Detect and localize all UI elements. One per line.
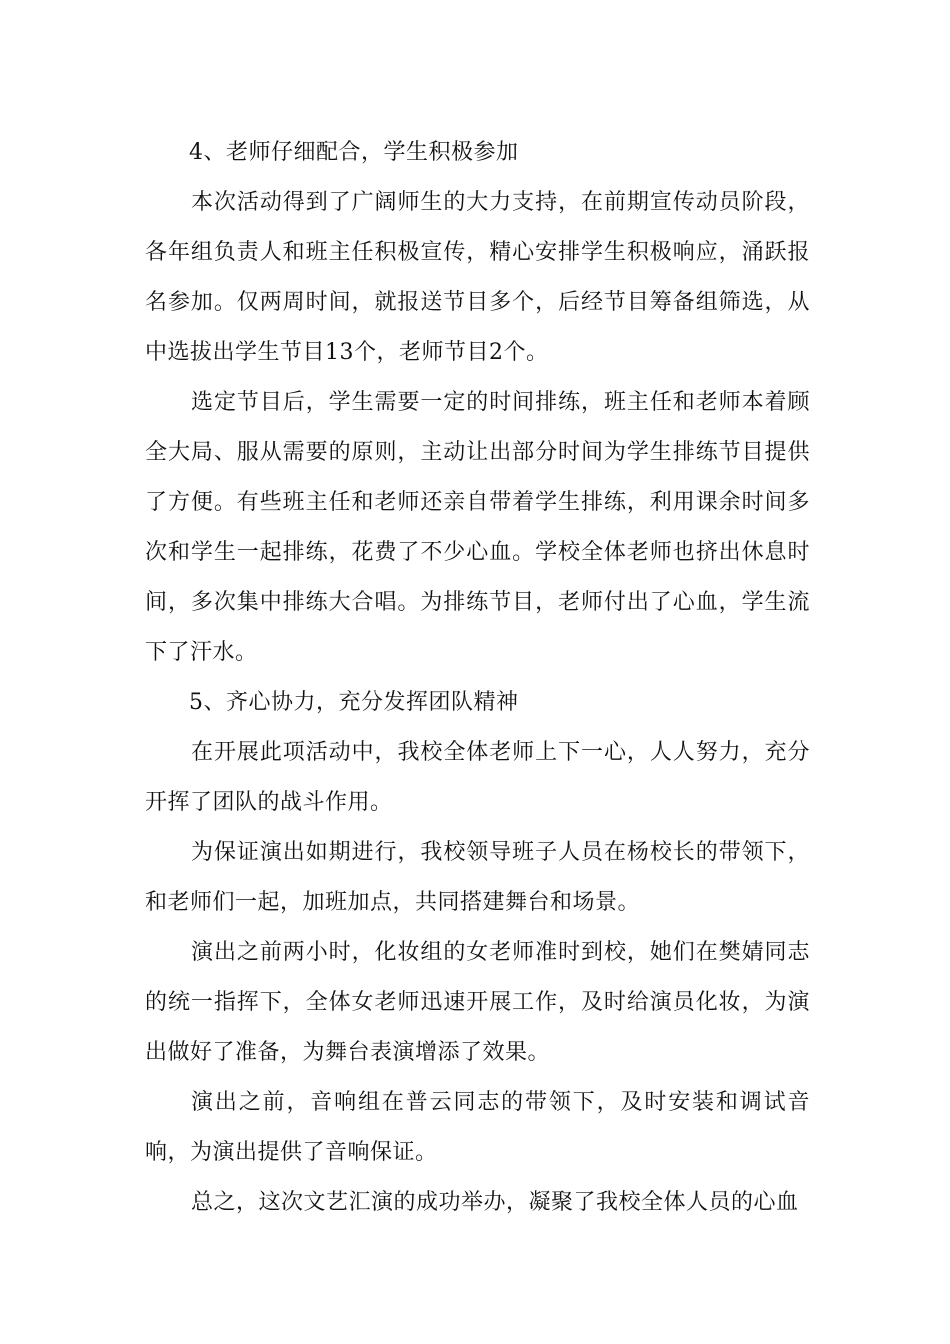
paragraph-rehearsal: 选定节目后，学生需要一定的时间排练，班主任和老师本着顾全大局、服从需要的原则，主动让出部分时间为学生排练节目提供了方便。有些班主任和老师还亲自带着学生排练，利用课余时间多次和学生一起排练，花费了不少心血。学校全体老师也挤出休息时间，多次集中排练大合唱。为排练节目，老师付出了心血，学生流下了汗水。 <box>145 390 810 665</box>
paragraph-stage-setup: 为保证演出如期进行，我校领导班子人员在杨校长的带领下，和老师们一起，加班加点，共同搭建舞台和场景。 <box>145 840 810 915</box>
section-heading-4: 4、老师仔细配合，学生积极参加 <box>189 140 519 165</box>
paragraph-sound: 演出之前，音响组在普云同志的带领下，及时安装和调试音响，为演出提供了音响保证。 <box>145 1090 810 1165</box>
paragraph-makeup: 演出之前两小时，化妆组的女老师准时到校，她们在樊婧同志的统一指挥下，全体女老师迅速开展工作，及时给演员化妆，为演出做好了准备，为舞台表演增添了效果。 <box>145 940 810 1065</box>
paragraph-teamwork: 在开展此项活动中，我校全体老师上下一心，人人努力，充分开挥了团队的战斗作用。 <box>145 740 810 815</box>
section-heading-5: 5、齐心协力，充分发挥团队精神 <box>189 690 519 715</box>
paragraph-summary: 总之，这次文艺汇演的成功举办，凝聚了我校全体人员的心血 <box>191 1190 799 1215</box>
document-body <box>145 128 810 1228</box>
paragraph-support: 本次活动得到了广阔师生的大力支持，在前期宣传动员阶段，各年组负责人和班主任积极宣传，精心安排学生积极响应，涌跃报名参加。仅两周时间，就报送节目多个，后经节目筹备组筛选，从中选拔出学生节目13个，老师节目2个。 <box>145 190 810 365</box>
